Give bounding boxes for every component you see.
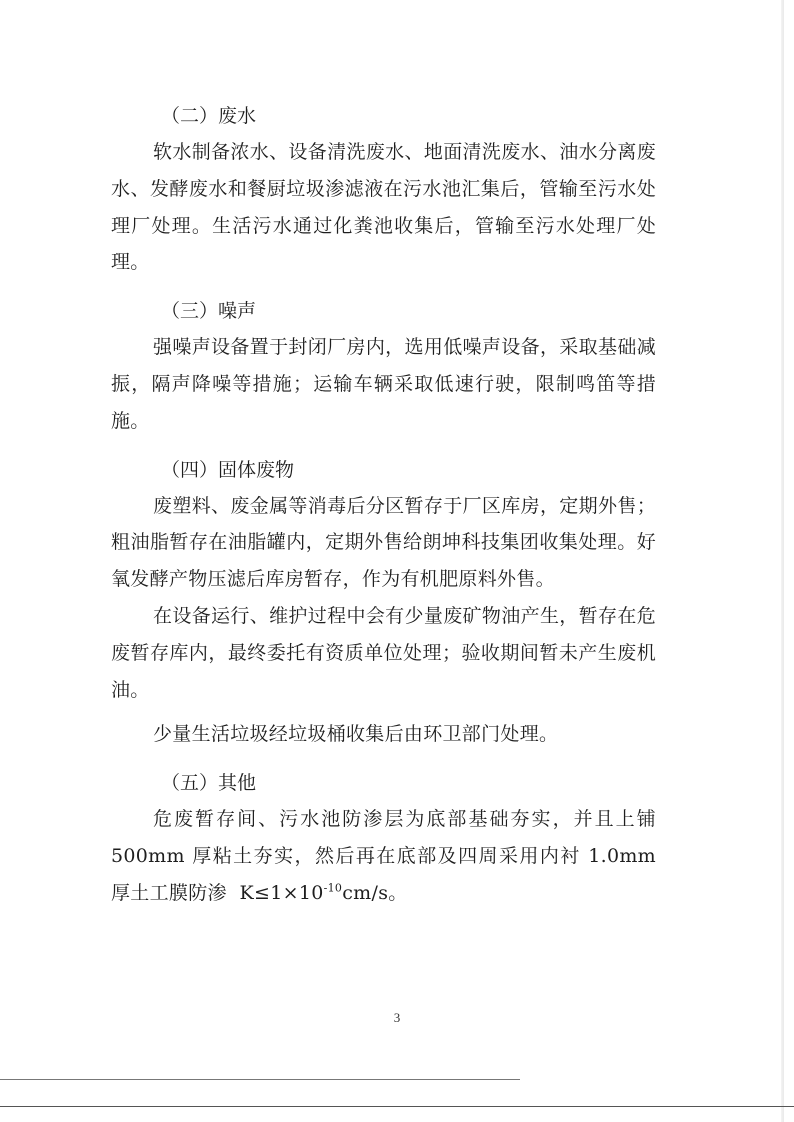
noise-paragraph: 强噪声设备置于封闭厂房内，选用低噪声设备，采取基础减振，隔声降噪等措施；运输车辆采取低速行驶，限制鸣笛等措施。 (111, 336, 656, 432)
scan-line-top (0, 1079, 520, 1080)
section-heading-solid-waste: （四）固体废物 (161, 458, 295, 481)
other-paragraph-text: 危废暂存间、污水池防渗层为底部基础夯实，并且上铺500mm 厚粘土夯实，然后再在底部及四周采用内衬 1.0mm 厚土工膜防渗 (111, 808, 656, 904)
wastewater-paragraph: 软水制备浓水、设备清洗废水、地面清洗废水、油水分离废水、发酵废水和餐厨垃圾渗滤液在污水池汇集后，管输至污水处理厂处理。生活污水通过化粪池收集后，管输至污水处理厂处理。 (111, 141, 656, 274)
permeability-formula (240, 882, 408, 904)
solid-waste-paragraph-3: 少量生活垃圾经垃圾桶收集后由环卫部门处理。 (153, 723, 559, 746)
formula-exponent: -10 (323, 881, 343, 895)
solid-waste-paragraph-2: 在设备运行、维护过程中会有少量废矿物油产生，暂存在危废暂存库内，最终委托有资质单位处理；验收期间暂未产生废机油。 (111, 604, 656, 701)
formula-prefix: K≤1×10 (239, 881, 324, 904)
section-heading-wastewater: （二）废水 (161, 105, 257, 127)
formula-suffix: cm/s。 (342, 881, 408, 904)
solid-waste-paragraph-1: 废塑料、废金属等消毒后分区暂存于厂区库房，定期外售；粗油脂暂存在油脂罐内，定期外售给朗坤科技集团收集处理。好氧发酵产物压滤后库房暂存，作为有机肥原料外售。 (111, 494, 656, 591)
section-heading-noise: （三）噪声 (161, 300, 257, 323)
scan-edge (781, 0, 784, 1122)
section-heading-other: （五）其他 (161, 772, 257, 795)
page-number: 3 (393, 1010, 401, 1025)
other-paragraph (111, 801, 656, 911)
document-body (111, 98, 656, 912)
scan-line-bottom (0, 1106, 794, 1107)
